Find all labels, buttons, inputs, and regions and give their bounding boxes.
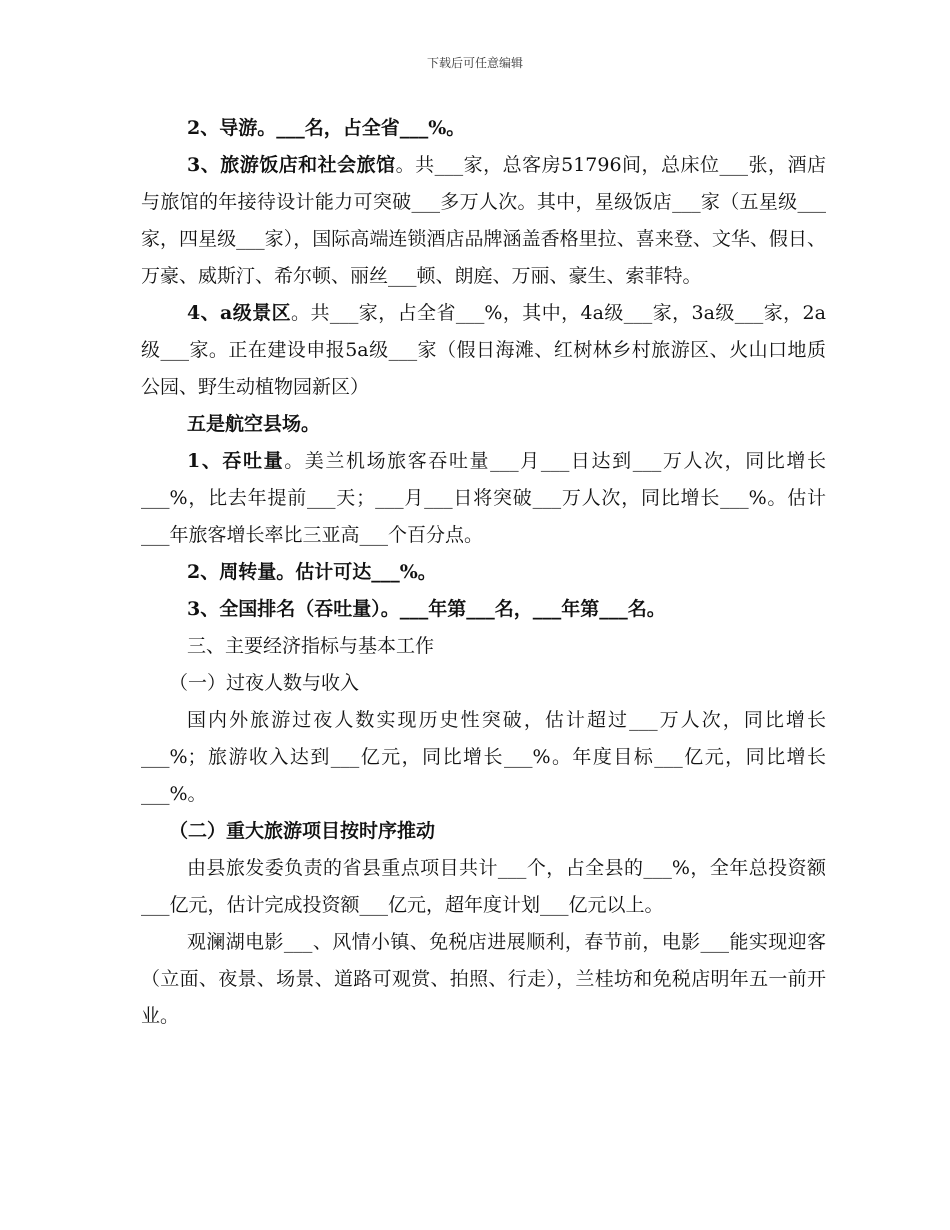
paragraph-lead: 2、导游。___名，占全省___%。 <box>187 117 466 139</box>
paragraph-ranking <box>141 591 826 628</box>
section-heading: 三、主要经济指标与基本工作 <box>187 635 435 657</box>
subsection-heading: （一）过夜人数与收入 <box>169 672 360 694</box>
paragraph-aviation-heading <box>141 406 826 443</box>
paragraph-lead: 五是航空县场。 <box>187 413 321 435</box>
page-header: 下载后可任意编辑 <box>426 56 523 70</box>
paragraph-body: 。共___家，占全省___%，其中，4a级___家，3a级___家，2a级___家。正在建设申报5a级___家（假日海滩、红树林乡村旅游区、火山口地质公园、野生动植物园新区） <box>141 302 826 398</box>
paragraph-lead: 3、旅游饭店和社会旅馆 <box>187 154 396 176</box>
subsection-heading: （二）重大旅游项目按时序推动 <box>169 820 436 842</box>
paragraph-body: 。美兰机场旅客吞吐量___月___日达到___万人次，同比增长___%，比去年提前___天；___月___日将突破___万人次，同比增长___%。估计___年旅客增长率比三亚高___个百分点。 <box>141 450 826 546</box>
paragraph-lead: 4、a级景区 <box>187 302 292 324</box>
paragraph-scenic-areas <box>141 295 826 406</box>
paragraph-projects: 由县旅发委负责的省县重点项目共计___个，占全县的___%，全年总投资额___亿元，估计完成投资额___亿元，超年度计划___亿元以上。 <box>141 857 826 916</box>
paragraph-guides <box>141 110 826 147</box>
paragraph-lead: 1、吞吐量 <box>187 450 285 472</box>
paragraph-hotels <box>141 147 826 295</box>
paragraph-body: 。共___家，总客房51796间，总床位___张，酒店与旅馆的年接待设计能力可突破___多万人次。其中，星级饭店___家（五星级___家，四星级___家），国际高端连锁酒店品牌涵盖香格里拉、喜来登、文华、假日、万豪、威斯汀、希尔顿、丽丝___顿、朗庭、万丽、豪生、索菲特。 <box>141 154 826 287</box>
document-body <box>141 110 826 1035</box>
paragraph-throughput <box>141 443 826 554</box>
paragraph-turnover <box>141 554 826 591</box>
paragraph-overnight: 国内外旅游过夜人数实现历史性突破，估计超过___万人次，同比增长___%；旅游收入达到___亿元，同比增长___%。年度目标___亿元，同比增长___%。 <box>141 709 826 805</box>
paragraph-lead: 3、全国排名（吞吐量）。___年第___名，___年第___名。 <box>187 598 666 620</box>
paragraph-mission-hills: 观澜湖电影___、风情小镇、免税店进展顺利，春节前，电影___能实现迎客（立面、夜景、场景、道路可观赏、拍照、行走），兰桂坊和免税店明年五一前开业。 <box>141 931 826 1027</box>
paragraph-lead: 2、周转量。估计可达___%。 <box>187 561 437 583</box>
